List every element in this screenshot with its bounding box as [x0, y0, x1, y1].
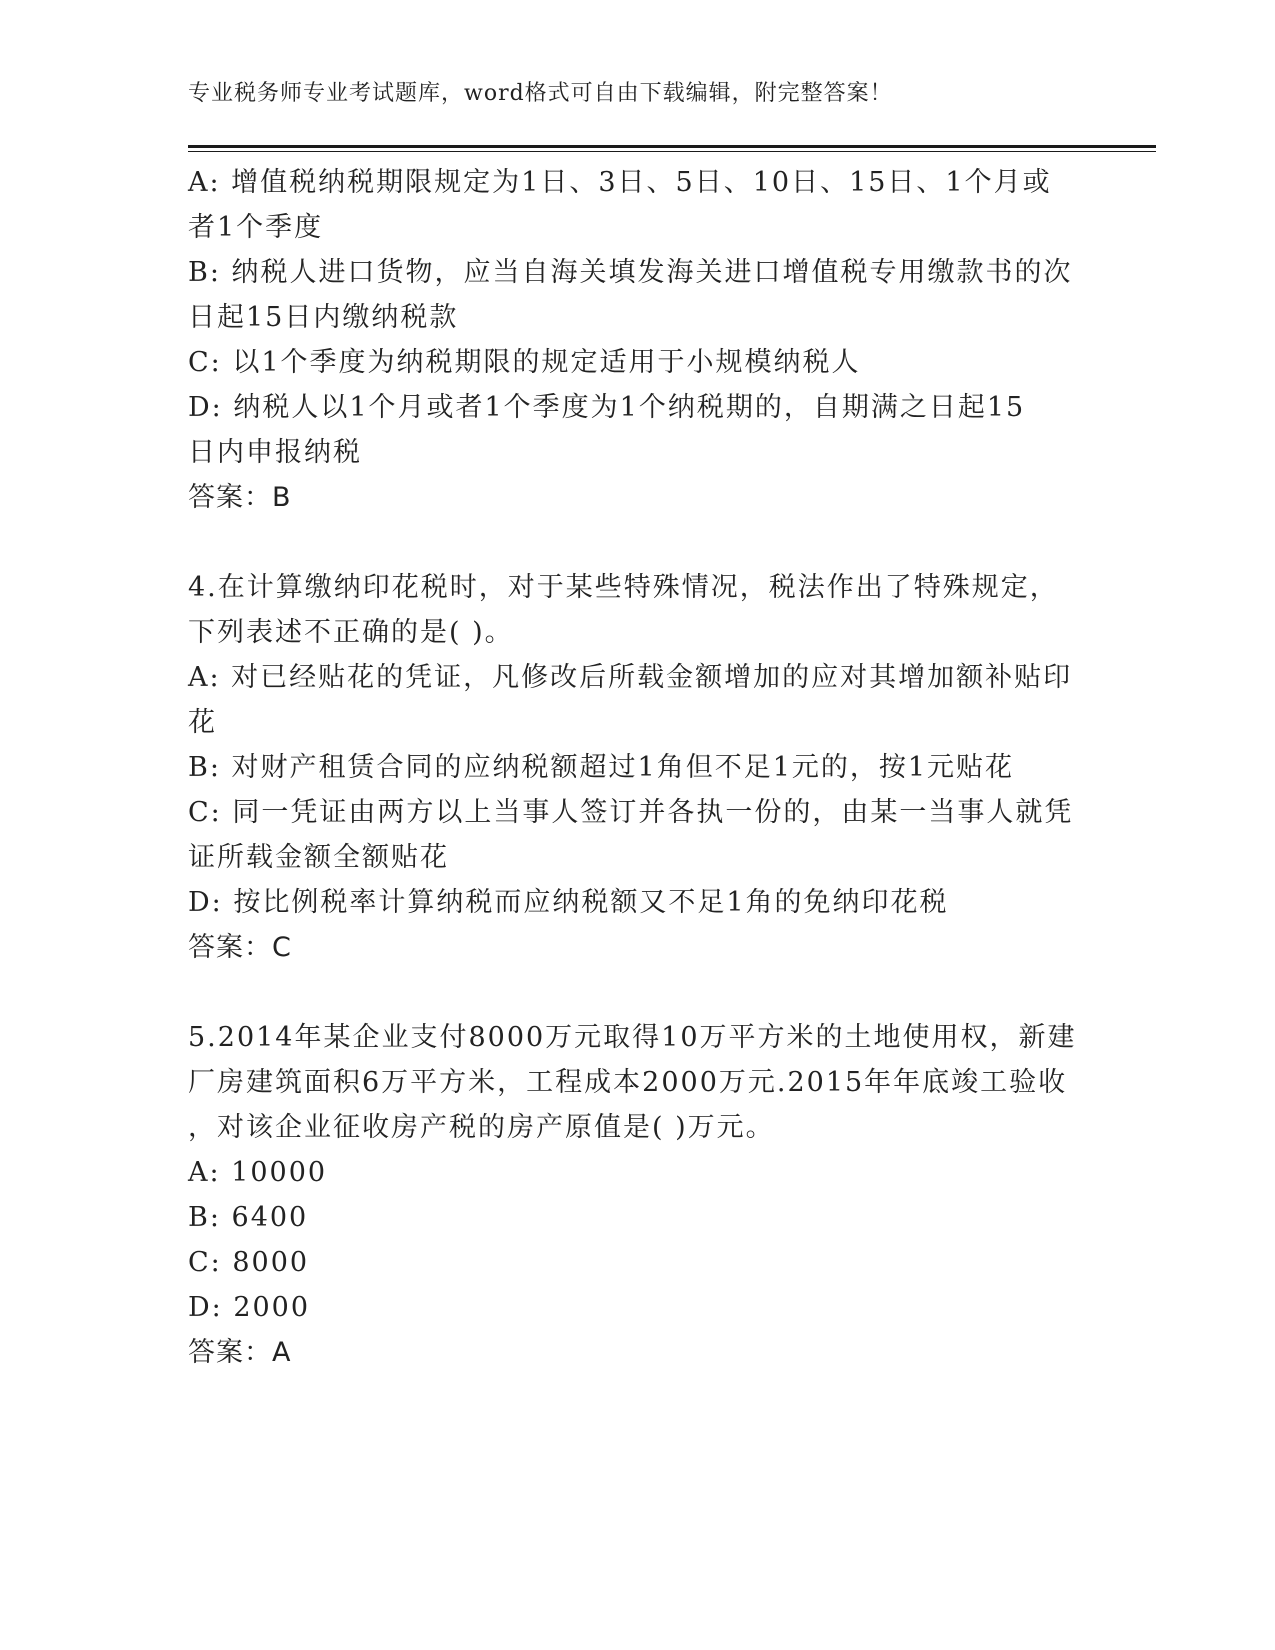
- q5-stem-line-1: 5.2014年某企业支付8000万元取得10万平方米的土地使用权，新建: [188, 1022, 1077, 1053]
- q4-stem-line-1: 4.在计算缴纳印花税时，对于某些特殊情况，税法作出了特殊规定，: [188, 572, 1059, 603]
- header-rule-thin: [188, 151, 1156, 152]
- q3-option-d: [188, 385, 1088, 475]
- q3-option-b-line-2: 日起15日内缴纳税款: [188, 302, 459, 333]
- q4-option-c-line-2: 证所载金额全额贴花: [188, 842, 449, 873]
- q4-option-c-line-1: C: 同一凭证由两方以上当事人签订并各执一份的，由某一当事人就凭: [188, 797, 1074, 828]
- q5-stem-line-3: ，对该企业征收房产税的房产原值是( )万元。: [188, 1112, 775, 1143]
- q4-option-a-line-1: A: 对已经贴花的凭证，凡修改后所载金额增加的应对其增加额补贴印: [188, 662, 1073, 693]
- q4-option-d-line-1: D: 按比例税率计算纳税而应纳税额又不足1角的免纳印花税: [188, 887, 949, 918]
- q3-answer: 答案：B: [188, 482, 292, 513]
- q4-option-d: [188, 880, 1088, 925]
- q5-answer: 答案：A: [188, 1337, 292, 1368]
- q4-answer: 答案：C: [188, 932, 292, 963]
- q4-option-c: [188, 790, 1088, 880]
- q3-option-b-line-1: B: 纳税人进口货物，应当自海关填发海关进口增值税专用缴款书的次: [188, 257, 1073, 288]
- q3-option-d-line-2: 日内申报纳税: [188, 437, 362, 468]
- q5-option-b: B: 6400: [188, 1202, 309, 1233]
- q3-option-a-line-2: 者1个季度: [188, 212, 324, 243]
- spacer: [188, 970, 1088, 1015]
- q5-option-c: C: 8000: [188, 1247, 310, 1278]
- q4-option-a: [188, 655, 1088, 745]
- spacer: [188, 520, 1088, 565]
- q4-option-b-line-1: B: 对财产租赁合同的应纳税额超过1角但不足1元的，按1元贴花: [188, 752, 1015, 783]
- q5-option-d: D: 2000: [188, 1292, 311, 1323]
- q3-option-c-line-1: C: 以1个季度为纳税期限的规定适用于小规模纳税人: [188, 347, 861, 378]
- q5-option-a: A: 10000: [188, 1157, 328, 1188]
- header-rule-thick: [188, 145, 1156, 148]
- q3-option-d-line-1: D: 纳税人以1个月或者1个季度为1个纳税期的，自期满之日起15: [188, 392, 1026, 423]
- q4-stem: [188, 565, 1088, 655]
- page-header: 专业税务师专业考试题库，word格式可自由下载编辑，附完整答案！: [188, 81, 893, 106]
- q4-option-a-line-2: 花: [188, 707, 217, 738]
- q3-option-a: [188, 160, 1088, 250]
- q3-option-c: [188, 340, 1088, 385]
- question-content: [188, 160, 1088, 1375]
- q5-stem-line-2: 厂房建筑面积6万平方米，工程成本2000万元.2015年年底竣工验收: [188, 1067, 1068, 1098]
- q5-stem: [188, 1015, 1088, 1150]
- q3-option-b: [188, 250, 1088, 340]
- q3-option-a-line-1: A: 增值税纳税期限规定为1日、3日、5日、10日、15日、1个月或: [188, 167, 1052, 198]
- q4-stem-line-2: 下列表述不正确的是( )。: [188, 617, 514, 648]
- q4-option-b: [188, 745, 1088, 790]
